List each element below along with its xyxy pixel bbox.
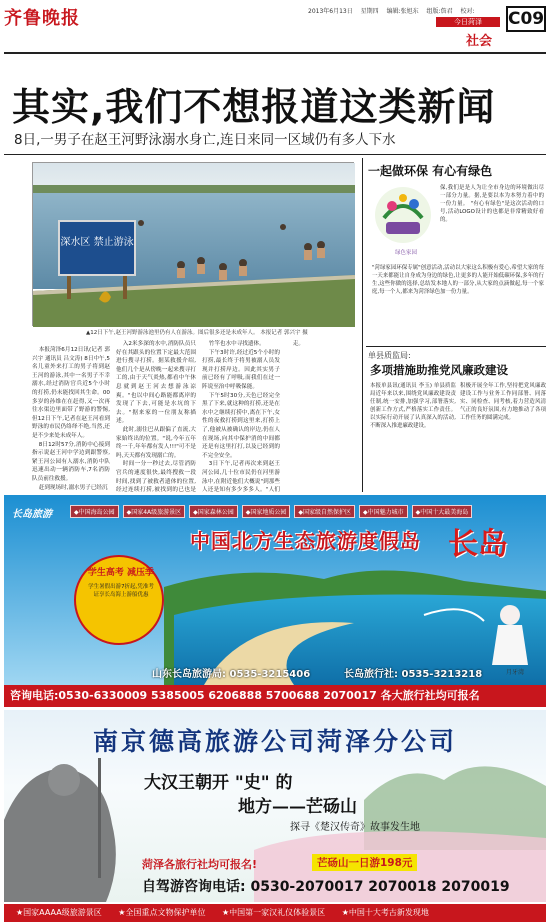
ad2-slogan-line2: 地方——芒砀山 (238, 797, 357, 817)
article-paragraph: 下午5时30分,天色已经完全黑了下来,就这种的打捞,还是在水中之继续打捞中,离在下午,女性的夜救打捞到这里来,打捞上了,他被从被确认的岸边,仍在人在现场,向其中保护消的中间都还是有这里打打,以及已经到的不完全安全。 (202, 392, 280, 459)
issue-date: 2013年6月13日 (308, 8, 353, 15)
sidebar-divider (362, 158, 363, 492)
ad2-signup-text: 菏泽各旅行社均可报名! (142, 858, 258, 871)
ad2-footer-item: ★中国第一家汉礼仪体验景区 (222, 908, 326, 917)
sidebar-title: 一起做环保 有心有绿色 (368, 164, 493, 178)
ad2-title: 南京德高旅游公司菏泽分公司 (92, 727, 457, 756)
eco-logo (372, 184, 434, 246)
headline-rule (4, 154, 546, 155)
article-column-1 (32, 346, 110, 490)
changdao-tourism-ad (4, 495, 546, 707)
sidebar-text-1: 保,我们是是人为让全市身边的环境做出尽一部分力量。据,是要以本为本努力着中的一份力量。 "有心有绿色"是这次活动的口号,活动LOGO设计的也都是非常精致好看的。 (440, 185, 544, 223)
editor-credit: 编辑:张旭东 (386, 8, 419, 15)
brief-text-1: 本报单县讯(通讯员 李玉) 单县质监局近年来以来,围绕党风廉政建设责任制,统一安排,加强学习,部署落实,创新工作方式,严格落实工作责任。以实际行动开展了认真深入的活动,不断深入推进廉政建设。 (370, 383, 456, 429)
exam-promo-badge (74, 555, 164, 645)
mangdang-mountain-ad (4, 710, 546, 902)
consult-phone-bar: 咨询电话:0530-6330009 5385005 6206888 5700688 2070017 各大旅行社均可报名 (4, 685, 546, 707)
headline: 其实,我们不想报道这类新闻 (12, 85, 496, 129)
article-column-2 (116, 340, 196, 494)
brief-kicker: 单县质监局: (368, 351, 411, 360)
page-header (0, 0, 550, 50)
ad2-footer-item: ★中国十大考古新发现地 (341, 908, 429, 917)
news-photo (32, 162, 354, 326)
article-paragraph: 赶到现场时,溺水男子已经沉 (38, 484, 108, 491)
changdao-brand-logo: 长岛旅游 (12, 509, 52, 520)
article-paragraph: 此时,溺住巴从跟偏了直流,大家始终出的位置。"说,今年五年终一千,年年都有发人!!!"可不是吗,天天都有发现溺亡的。 (116, 426, 196, 459)
tourism-bureau-phone: 山东长岛旅游局: 0535-3215406 (152, 669, 311, 680)
brief-rule (366, 346, 546, 347)
ad2-footer-bar (4, 904, 546, 922)
ad1-title: 中国北方生态旅游度假岛 (190, 529, 421, 553)
article-paragraph: 8日12时57分,消防中心接到指示说赵王河中学边到跟警察,紧王河公园有人溺水,消防中队迅速出动一辆消防车,7名消防队员前往救援。 (32, 441, 110, 482)
ad1-tag: ◆国家级自然保护区 (294, 505, 355, 518)
ad1-tag: ◆国家4A级旅游景区 (123, 505, 186, 518)
proof-credit: 校对: (460, 8, 475, 15)
scenery-caption: 月牙湾 (506, 669, 525, 676)
ad1-tag: ◆中国海岛公园 (70, 505, 119, 518)
ad1-tag: ◆国家森林公园 (189, 505, 238, 518)
header-rule (4, 52, 546, 54)
article-paragraph: 本报菏泽6月12日讯(记者 郭兴宇 通讯员 吕文涛) 8日中午,5名儿童外来打工的男子将到赵王河的游泳,其中一名男子不幸溺水,经过消防官兵近5个小时的打捞,仍未能找回其生命。00多岁的孙维在在赶得,又一次再往水渠边里面带了野游的警惕,但12日下午,记者在赵王河看到野泳的市民仍络绎不绝,当然,还是不少来处未成年人。 (32, 347, 110, 439)
eco-logo-label: 绿色家园 (394, 250, 417, 256)
article-column-3 (202, 340, 280, 494)
warning-sign-text: 深水区 禁止游泳 (60, 237, 134, 248)
green-home-logo-icon (372, 184, 434, 246)
ad1-tag: ◆中国十大最美海岛 (412, 505, 473, 518)
ad2-price-deal: 芒砀山一日游198元 (312, 854, 417, 871)
exam-promo-title: 学生高考 减压季 (87, 568, 155, 578)
ad1-tag: ◆国家地质公园 (242, 505, 291, 518)
brief-title: 多项措施助推党风廉政建设 (370, 363, 508, 377)
article-paragraph: 入2米多深的水中,消防队员只好在其跟头的位置下定最大范围进行搜寻打捞。据某救援介绍,他们几个是从傍晚一起来搜寻打工的,由于天气炎热,都看中午休息就到赵王河去想游泳凉爽。"也以中间心路能都离岸的发现了下去,可能是水坑的下去。"据来家的一位朋友称描述。 (116, 341, 196, 425)
newspaper-logo: 齐鲁晚报 (4, 8, 80, 29)
page-number: C09 (506, 6, 546, 32)
design-credit: 组版:詹君 (426, 8, 453, 15)
ad1-tag-row (70, 505, 540, 518)
edition-tag: 今日菏泽 (436, 17, 500, 27)
article-paragraph: 下午3时许,经过近5个小时的打捞,最长终于将男被溺人员发现并打捞岸边。因此其实男子前已经有了呼吸,而我们在过一阵说至治中呼吸保能。 (202, 349, 280, 390)
article-paragraph: 竹竿也水中寻找遗体。 (208, 341, 265, 347)
brief-text-2: 积极开展全年工作,坚持把党风廉政建设工作与业务工作同部署、同落实、同检查、同考核,着力营造风清气正的良好氛围,有力地推动了各项工作任务的圆满完成。 (460, 383, 546, 421)
article-paragraph: 3日下午,记者再次来到赵王河公园,几十位市民仍在河里游泳中,在附近他们大概说"到那些人还是知有多少多多人。"人们 (202, 461, 280, 494)
travel-agency-phone: 长岛旅行社: 0535-3213218 (344, 669, 483, 680)
section-name: 社会 (466, 34, 493, 49)
exam-promo-text: 学生暑假出游7折起,凭准考证享长岛海上游船优惠 (88, 584, 154, 598)
article-paragraph: 时间一分一秒过去,尽管消防官兵的速度很快,最终搜救一段时间,找到了被救者遗体的位置,经过连续打捞,被找到的已也是 (116, 461, 196, 494)
ad2-footer-item: ★全国重点文物保护单位 (118, 908, 206, 917)
header-meta (308, 6, 481, 15)
ad2-footer-item: ★国家AAAA级旅游景区 (16, 908, 102, 917)
ad1-tag: ◆中国魅力城市 (359, 505, 408, 518)
article-paragraph: 走。 (292, 341, 304, 347)
ad2-phone: 自驾游咨询电话: 0530-2070017 2070018 2070019 (142, 879, 510, 895)
photo-caption: ▲12日下午,赵王河野游泳池里仍有人在游泳。图后很多还是未成年人。 本报记者 郭兴宇 摄 (86, 330, 308, 336)
river-swimming-photo (33, 163, 355, 327)
ad2-slogan-line3: 探寻《楚汉传奇》故事发生地 (290, 822, 420, 833)
ad2-slogan-line1: 大汉王朝开 "史" 的 (144, 773, 293, 793)
article-column-4 (286, 340, 354, 490)
subheadline: 8日,一男子在赵王河野泳溺水身亡,连日来同一区域仍有多人下水 (14, 132, 396, 148)
issue-weekday: 星期四 (360, 8, 379, 15)
sidebar-text-2: "菏绿家园环保专属"创意活动,活动以大家这么积极有爱心,希望大家的每一天来都能让自身成为身边的绿色,让更多的人能开始低碳环保,多年的行生,这些你做的选择,总结发本地人的一部分,从大家的点滴做起,每一个家庭,每一个人,都来为菏泽绿色加一份力量。 (372, 265, 544, 295)
ad1-city-name: 长岛 (448, 527, 508, 562)
